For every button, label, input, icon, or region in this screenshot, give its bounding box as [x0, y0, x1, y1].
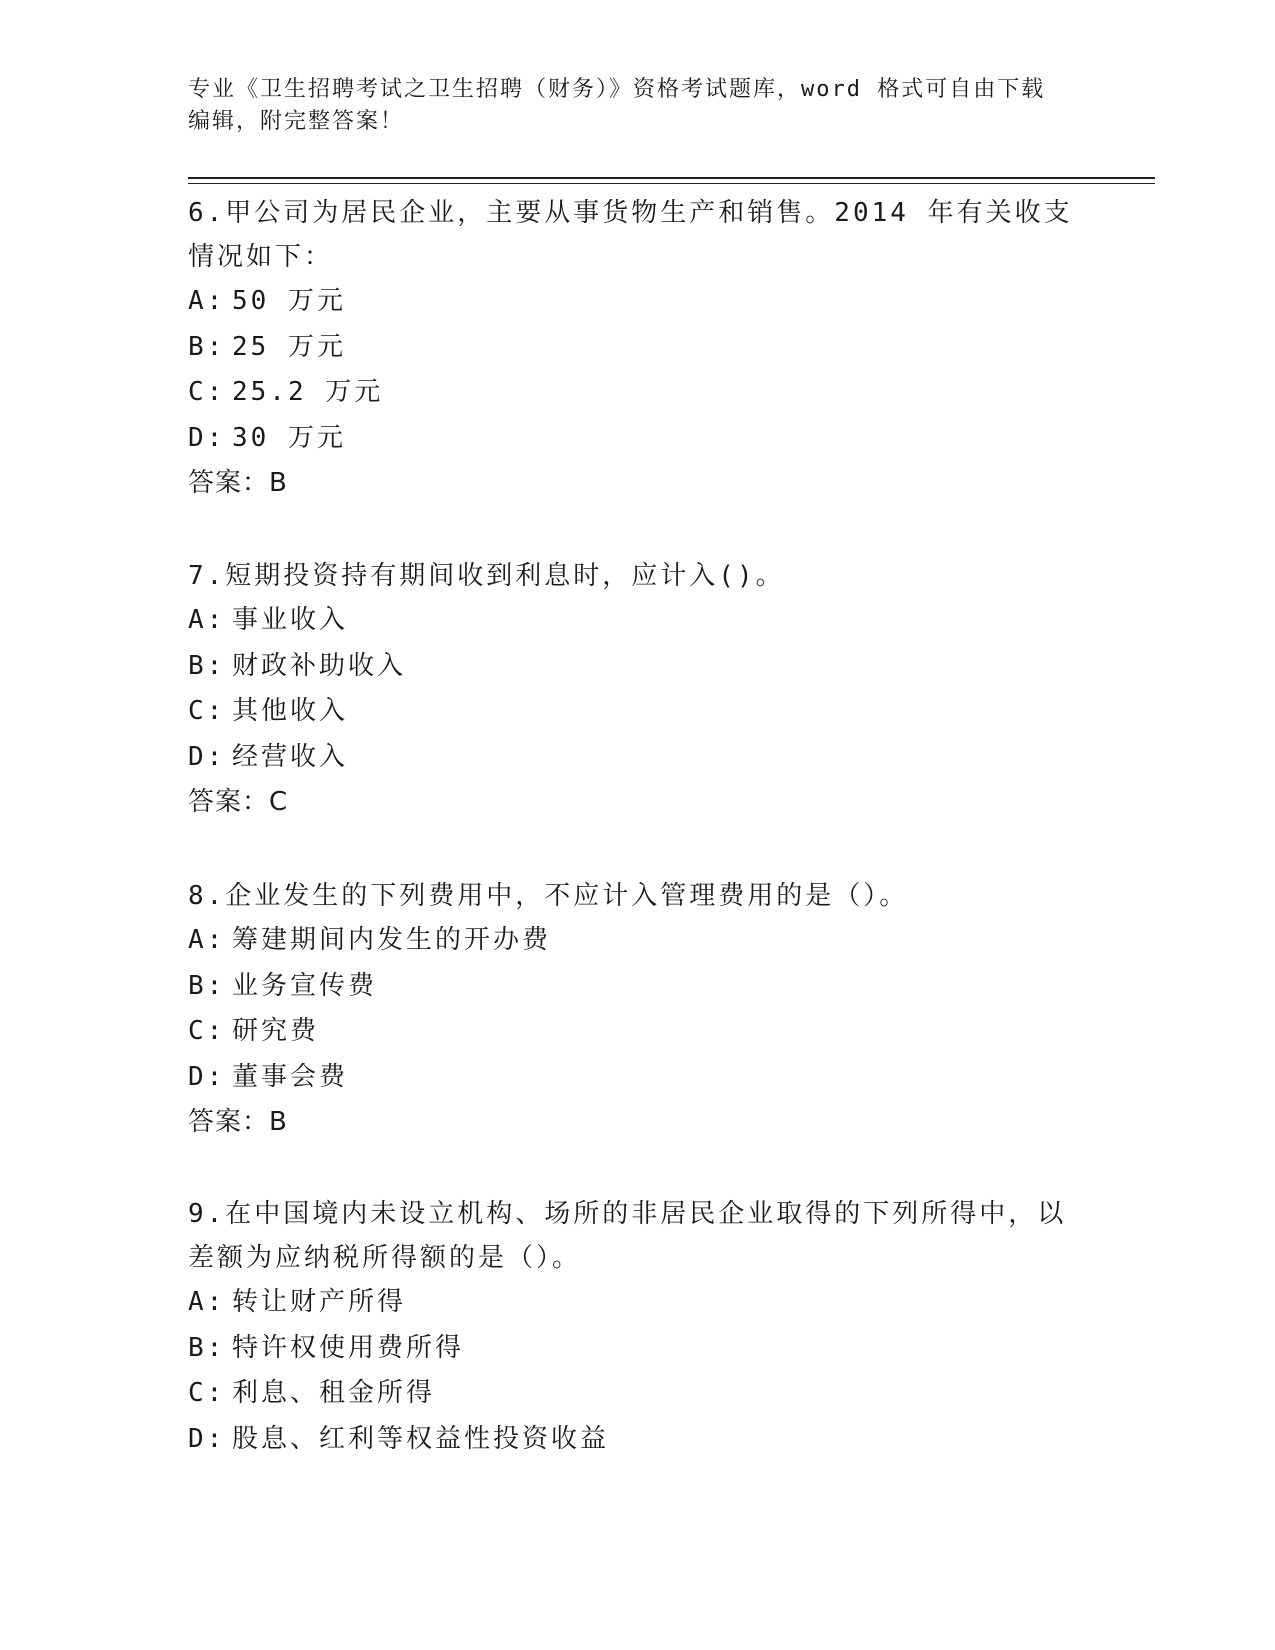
option-key: D: — [188, 1061, 226, 1092]
option-key: C: — [188, 377, 226, 407]
option-c — [188, 370, 1088, 416]
answer: 答案：B — [188, 1107, 288, 1137]
option-text: 25.2 万元 — [232, 377, 384, 407]
option-text: 财政补助收入 — [232, 650, 407, 681]
answer: 答案：C — [188, 787, 289, 817]
document-header — [188, 74, 1088, 138]
option-text: 事业收入 — [232, 605, 349, 635]
option-key: C: — [188, 696, 226, 726]
option-key: B: — [188, 970, 226, 1001]
question-text: 6.甲公司为居民企业，主要从事货物生产和销售。2014 年有关收支情况如下： — [188, 198, 1073, 272]
option-key: D: — [188, 741, 226, 772]
option-b — [188, 325, 1088, 371]
option-key: B: — [188, 650, 226, 681]
option-c — [188, 689, 1088, 735]
header-line-1: 专业《卫生招聘考试之卫生招聘（财务）》资格考试题库，word 格式可自由下载 — [188, 77, 1046, 102]
option-d — [188, 1055, 1088, 1101]
option-c — [188, 1371, 1088, 1417]
option-text: 50 万元 — [232, 286, 346, 316]
question-text: 7.短期投资持有期间收到利息时，应计入()。 — [188, 561, 785, 591]
option-a — [188, 1280, 1088, 1326]
option-key: A: — [188, 1287, 226, 1317]
option-text: 董事会费 — [232, 1061, 349, 1092]
option-b — [188, 964, 1088, 1010]
question-text: 8.企业发生的下列费用中，不应计入管理费用的是（）。 — [188, 881, 909, 911]
option-key: C: — [188, 1016, 226, 1046]
header-divider — [188, 177, 1155, 179]
option-text: 特许权使用费所得 — [232, 1332, 465, 1363]
option-text: 利息、租金所得 — [232, 1378, 436, 1408]
option-key: C: — [188, 1378, 226, 1408]
option-text: 25 万元 — [232, 331, 346, 362]
question-text: 9.在中国境内未设立机构、场所的非居民企业取得的下列所得中，以差额为应纳税所得额的是（）。 — [188, 1199, 1067, 1273]
header-divider-thin — [188, 183, 1155, 184]
option-text: 研究费 — [232, 1016, 320, 1046]
question-9 — [188, 1192, 1088, 1462]
option-key: A: — [188, 605, 226, 635]
header-line-2: 编辑，附完整答案！ — [188, 109, 405, 134]
option-d — [188, 416, 1088, 462]
option-text: 其他收入 — [232, 696, 349, 726]
option-key: D: — [188, 1423, 226, 1454]
option-key: A: — [188, 925, 226, 955]
option-text: 筹建期间内发生的开办费 — [232, 925, 552, 955]
option-key: D: — [188, 422, 226, 453]
question-8 — [188, 874, 1088, 1144]
option-key: B: — [188, 331, 226, 362]
option-key: B: — [188, 1332, 226, 1363]
option-a — [188, 279, 1088, 325]
option-b — [188, 644, 1088, 690]
option-c — [188, 1009, 1088, 1055]
option-d — [188, 735, 1088, 781]
option-a — [188, 918, 1088, 964]
question-7 — [188, 554, 1088, 824]
option-b — [188, 1326, 1088, 1372]
option-key: A: — [188, 286, 226, 316]
option-text: 经营收入 — [232, 741, 349, 772]
option-text: 转让财产所得 — [232, 1287, 407, 1317]
question-6 — [188, 191, 1088, 505]
option-d — [188, 1417, 1088, 1463]
option-text: 30 万元 — [232, 422, 346, 453]
option-a — [188, 598, 1088, 644]
option-text: 股息、红利等权益性投资收益 — [232, 1423, 610, 1454]
option-text: 业务宣传费 — [232, 970, 378, 1001]
answer: 答案：B — [188, 468, 288, 498]
